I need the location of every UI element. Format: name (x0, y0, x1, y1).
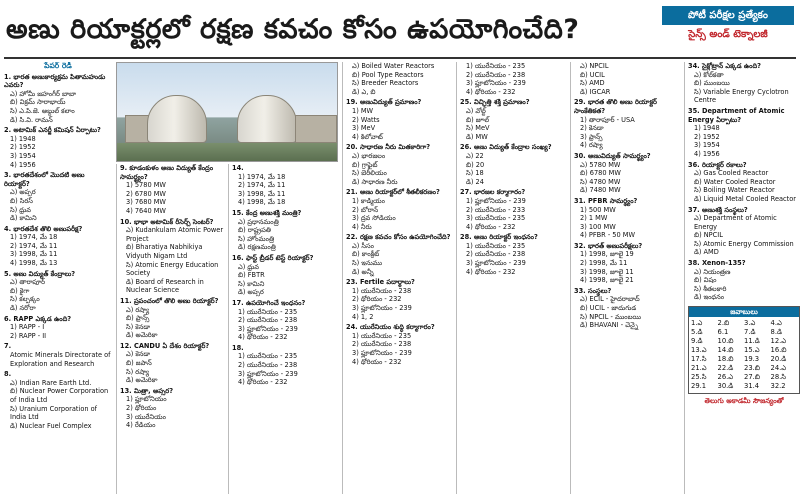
answer-option: 4) 1998, మే 18 (238, 198, 286, 207)
answer-option: బి) Bharatiya Nabhikiya Vidyuth Nigam Ltd (126, 243, 203, 260)
question-text: 3. భారతదేశంలో మొదటి అణు రియాక్టర్? (4, 171, 85, 188)
answer-option: 4) 7640 MW (126, 206, 166, 215)
answer-key-item: 29.1 (691, 382, 707, 391)
answer-option: బి) విషం (694, 276, 717, 285)
answer-option: 2) 1998, మే 11 (580, 259, 628, 268)
answer-option: డి) సి.వి. రామన్ (10, 115, 53, 124)
answer-key-item: 24.ఎ (770, 364, 787, 373)
answer-option: 3) ఫ్రాన్స్ (580, 132, 603, 141)
answer-option: సి) Atomic Energy Education Society (126, 260, 219, 278)
answer-option: సి) ఇనుము (352, 259, 383, 268)
question-text: 18. (232, 343, 244, 352)
answer-option: 2) థోరియం (126, 404, 157, 413)
answer-option: డి) కామిని (10, 214, 37, 223)
answer-key-item: 15.ఎ (744, 346, 760, 355)
answer-key-item: 25.సి (691, 373, 707, 382)
answer-option: సి) కామిని (238, 279, 265, 288)
answer-key-item: 10.బి (717, 337, 734, 346)
answer-option: 4) థోరియం - 232 (238, 378, 288, 387)
answer-option: 2) యురేనియం - 238 (466, 250, 526, 259)
answer-option: 4) థోరియం - 232 (352, 357, 402, 366)
answer-option: బి) Water Cooled Reactor (694, 177, 776, 186)
question-item (460, 188, 570, 231)
answer-option: 4) థోరియం - 232 (466, 87, 516, 96)
answer-option: డి) అప్సర (238, 288, 264, 297)
question-item (574, 242, 684, 285)
question-text: 30. అణువిద్యుత్ సామర్థ్యం? (574, 151, 651, 160)
question-text: 27. భారజల కర్మాగారం? (460, 188, 526, 197)
answer-option: బి) NPCIL (694, 231, 723, 240)
question-item (232, 254, 340, 297)
question-text: 37. అణుశక్తి సంస్థలు? (688, 205, 748, 214)
question-item (574, 98, 684, 150)
answer-option: ఎ) ECIL - హైదరాబాద్ (580, 295, 640, 304)
answer-option: సి) రష్యా (126, 367, 150, 376)
question-text: 19. అణువిద్యుత్ ప్రమాణం? (346, 98, 422, 107)
question-item (460, 143, 570, 186)
answer-key-item: 22.డి (717, 364, 734, 373)
answer-option: ఎ) Kudankulam Atomic Power Project (126, 226, 224, 243)
answer-option: 2) RAPP - II (10, 331, 47, 340)
answer-option: ఎ) Department of Atomic Energy (694, 214, 777, 231)
answer-option: 2) యురేనియం - 238 (238, 361, 298, 370)
answer-option: సి) 4780 MW (580, 177, 621, 186)
question-text: 28. అణు రియాక్టర్ ఇంధనం? (460, 233, 538, 242)
question-text: 23. Fertile పదార్థాలు? (346, 278, 415, 287)
answer-key-item: 5.డి (691, 328, 703, 337)
answer-option: డి) ఎ, బి (352, 87, 376, 96)
answer-option: బి) జూల్ (466, 115, 490, 124)
answer-option: సి) ఎ.పి.జె. అబ్దుల్ కలాం (10, 106, 75, 115)
answer-option: 3) 100 MW (580, 222, 616, 231)
answer-option: 4) నీరు (352, 222, 372, 231)
answer-option: బి) Nuclear Power Corporation of India Ltd (10, 387, 109, 404)
answer-option: ఎ) నియంత్రణ (694, 267, 731, 276)
question-text: 20. సాధారణ నీరు మితకారిగా? (346, 143, 431, 152)
answer-option: సి) 18 (466, 169, 484, 178)
question-text: 32. భారత్ అణుపరీక్షలు? (574, 241, 643, 250)
answer-key-item: 9.డి (691, 337, 703, 346)
answer-key-item: 23.బి (744, 364, 761, 373)
answer-option: 1) యురేనియం - 235 (466, 62, 526, 70)
question-text: 22. రక్షణ కవచం కోసం ఉపయోగించేది? (346, 233, 451, 242)
answer-option: డి) IGCAR (580, 87, 611, 96)
answer-option: డి) BHAVANI - చెన్నై (580, 321, 639, 330)
answer-option: సి) Breeder Reactors (352, 79, 419, 88)
answer-option: సి) కెనడా (126, 322, 151, 331)
column-4 (342, 62, 456, 494)
question-text: 36. రియాక్టర్ రకాలు? (688, 160, 747, 169)
answer-option: 1) 500 MW (580, 205, 616, 214)
column-2 (116, 164, 228, 494)
answer-option: ఎ) భారజలం (352, 151, 386, 160)
section-subtag: సైన్స్ అండ్ టెక్నాలజీ (688, 29, 768, 40)
answer-option: ఎ) అప్సర (10, 188, 36, 197)
answer-option: డి) అమెరికా (126, 376, 158, 385)
answer-option: 4) రేడియం (126, 421, 156, 430)
answer-option: డి) అమెరికా (126, 331, 158, 340)
question-text: 13. మిత్రా, అప్సర? (120, 386, 174, 395)
question-text: 14. (232, 164, 244, 172)
answer-option: 3) ఫ్లూటోనియం - 239 (352, 304, 412, 313)
answer-option: డి) AMD (694, 248, 719, 257)
answer-option: 4) 1998, మే 13 (10, 259, 58, 268)
answer-option: 1) యురేనియం - 235 (238, 352, 298, 361)
answer-key-item: 3.ఎ (744, 319, 756, 328)
answer-option: 4) 1956 (694, 149, 720, 158)
answer-option: డి) 24 (466, 177, 484, 186)
answer-option: 3) ఫ్లూటోనియం - 239 (352, 349, 412, 357)
answer-key-item: 6.1 (717, 328, 729, 337)
answer-option: 3) 1954 (694, 141, 720, 150)
answer-option: ఎ) రష్యా (126, 305, 150, 314)
answer-option: బి) రాష్ట్రపతి (238, 226, 271, 235)
answer-option: డి) MW (466, 132, 488, 141)
answer-key-item: 18.బి (717, 355, 734, 364)
question-text: 1. భారత అణుకార్యక్రమ పితామహుడు ఎవరు? (4, 72, 106, 90)
answer-option: 2) 1974, మే 11 (10, 241, 58, 250)
answer-option: సి) Boiling Water Reactor (694, 186, 775, 195)
question-text: 9. కూడంకుళం అణు విద్యుత్ కేంద్రం సామర్థ్యం? (120, 164, 214, 181)
answer-option: ఎ) కోల్‌కతా (694, 70, 724, 79)
answer-option: బి) విక్రమ్ సారాభాయ్ (10, 98, 66, 107)
answer-option: బి) కాంక్రీట్ (352, 250, 380, 259)
answer-option: 2) బోరాన్ (352, 205, 379, 214)
answer-option: సి) Variable Energy Cyclotron Centre (694, 87, 789, 105)
answer-key-item: 11.డి (744, 337, 760, 346)
answer-option: సి) AMD (580, 79, 605, 88)
question-item (232, 164, 340, 207)
question-text: 25. విచ్ఛిత్తి శక్తి ప్రమాణం? (460, 98, 530, 107)
answer-option: 2) 1 MW (580, 214, 608, 223)
answer-option: బి) సిరస్ (10, 196, 33, 205)
answer-option: 3) 1998, మే 11 (10, 250, 58, 259)
answer-option: డి) సాధారణ నీరు (352, 177, 398, 186)
answer-option: 1) 1998, జూలై 19 (580, 250, 634, 259)
answer-option: ఎ) తారాపూర్ (10, 278, 46, 287)
question-text: 38. Xenon-135? (688, 259, 746, 268)
question-text: 5. అణు విద్యుత్ కేంద్రాలు? (4, 269, 76, 278)
answer-option: 3) MeV (352, 124, 376, 133)
answer-option: 2) 1952 (694, 132, 720, 141)
answer-option: ఎ) NPCIL (580, 62, 609, 70)
answer-option: బి) 20 (466, 160, 485, 169)
answer-option: డి) రక్షణమంత్రి (238, 243, 276, 252)
question-text: 16. ఫాస్ట్ బ్రీడర్ టెస్ట్ రియాక్టర్? (232, 253, 314, 262)
question-item (460, 233, 570, 276)
question-item (120, 342, 228, 385)
answer-option: సి) NPCIL - ముంబయి (580, 312, 642, 321)
answer-key-item: 4.ఎ (770, 319, 782, 328)
answer-key-item: 28.సి (770, 373, 787, 382)
question-item (4, 171, 112, 223)
answer-option: 3) 1954 (10, 151, 36, 160)
answer-option: ఎ) Gas Cooled Reactor (694, 169, 769, 178)
question-item (346, 278, 456, 321)
question-item (4, 225, 112, 268)
question-text: 8. (4, 370, 12, 379)
question-item (4, 270, 112, 313)
answer-key-item: 30.డి (717, 382, 734, 391)
question-item (120, 218, 228, 295)
question-text: 31. PFBR సామర్థ్యం? (574, 196, 638, 205)
answer-option: సి) శీతలకారి (694, 284, 727, 293)
answer-option: 3) యురేనియం - 235 (466, 214, 526, 223)
answer-option: ఎ) Indian Rare Earth Ltd. (10, 378, 92, 387)
question-item (346, 143, 456, 186)
answer-option: సి) కల్పక్కం (10, 295, 40, 304)
answer-option: 2) 1974, మే 11 (238, 181, 286, 190)
answer-option: 4) థోరియం - 232 (238, 333, 288, 342)
question-text: 17. ఉపయోగించే ఇంధనం? (232, 298, 306, 307)
answer-option: 3) 1998, జూలై 11 (580, 267, 634, 276)
answer-option: 1) తారాపూర్ - USA (580, 115, 635, 124)
question-text: 21. అణు రియాక్టర్‌లో శీతలీకరణం? (346, 188, 440, 197)
answer-option: 3) ఫ్లూటోనియం - 239 (238, 324, 298, 333)
answer-option: 1) 1948 (694, 124, 720, 133)
answer-option: 1) RAPP - I (10, 323, 45, 332)
question-item (574, 152, 684, 195)
answer-option: 3) ఫ్లూటోనియం - 239 (466, 79, 526, 88)
answer-option: డి) Liquid Metal Cooled Reactor (694, 194, 797, 203)
column-6 (570, 62, 684, 494)
question-item (688, 107, 800, 159)
answer-key-item: 8.డి (770, 328, 783, 337)
answer-option: 1) యురేనియం - 235 (352, 331, 412, 340)
answer-option: సి) ధ్రువ (10, 205, 31, 214)
question-item (4, 342, 112, 368)
question-text: 29. భారత తొలి అణు రియాక్టర్ సాంకేతికత? (574, 98, 657, 115)
answer-key-item: 17.సి (691, 355, 707, 364)
answer-option: 3) 1998, మే 11 (238, 189, 286, 198)
answer-option: 1) 1948 (10, 134, 36, 143)
answer-option: 1) యురేనియం - 235 (466, 241, 526, 250)
question-item (574, 62, 684, 96)
question-item (346, 188, 456, 231)
question-item (574, 287, 684, 330)
answer-option: 1) యురేనియం - 238 (352, 286, 412, 295)
question-text: 7. (4, 342, 12, 351)
section-tag: పోటీ పరీక్షల ప్రత్యేకం (662, 6, 794, 25)
answer-option: డి) నరోరా (10, 304, 36, 313)
answer-option: బి) కైగా (10, 286, 30, 295)
answer-option: 2) యురేనియం - 233 (466, 205, 526, 214)
answer-option: బి) జపాన్ (126, 359, 152, 368)
answer-option: 2) యురేనియం - 238 (238, 316, 298, 325)
question-item (4, 126, 112, 169)
answer-option: 4) 1998, జూలై 21 (580, 276, 634, 285)
answer-key-item: 27.బి (744, 373, 761, 382)
question-item (688, 62, 800, 105)
answer-key-title: జవాబులు (689, 307, 799, 317)
credit-footer: తెలుగు అకాడమీ సౌజన్యంతో (704, 397, 784, 406)
answer-option: సి) Atomic Energy Commission (694, 239, 794, 248)
answer-key-item: 12.ఎ (770, 337, 787, 346)
question-item (688, 161, 800, 204)
answer-option: బి) UCIL - జాదుగుడ (580, 304, 637, 313)
question-text: 34. సైక్లోట్రాన్ ఎక్కడ ఉంది? (688, 62, 761, 70)
answer-key-item: 13.ఎ (691, 346, 707, 355)
answer-option: 1) MW (352, 106, 374, 115)
answer-option: డి) Board of Research in Nuclear Science (126, 277, 204, 295)
answer-option: సి) బెరీలియం (352, 169, 387, 178)
answer-option: ఎ) Boiled Water Reactors (352, 62, 435, 70)
question-item (346, 323, 456, 366)
question-item (232, 344, 340, 387)
answer-option: 1) 1974, మే 18 (238, 172, 286, 181)
column-title: పేపర్ రెడీ (44, 62, 72, 70)
answer-option: 1) ఫ్లూటోనియం - 239 (466, 196, 526, 205)
answer-key-item: 21.ఎ (691, 364, 707, 373)
answer-option: ఎ) ధ్రువ (238, 262, 259, 271)
column-7 (684, 62, 800, 494)
answer-option: బి) Pool Type Reactors (352, 70, 424, 79)
column-3 (228, 164, 340, 494)
answer-option: 1) 5780 MW (126, 181, 166, 190)
answer-option: 3) ద్రవ సోడియం (352, 214, 396, 223)
column-5 (456, 62, 570, 494)
answer-option: Atomic Minerals Directorate of Exploration and Research (10, 351, 111, 368)
answer-option: 4) కిలోవాట్ (352, 132, 383, 141)
answer-option: 2) 1952 (10, 143, 36, 152)
answer-option: ఎ) వోల్ట్ (466, 106, 486, 115)
answer-key-box (688, 306, 800, 394)
answer-option: 4) రష్యా (580, 141, 603, 150)
answer-key-item: 14.బి (717, 346, 734, 355)
question-item (4, 370, 112, 430)
question-text: 24. యురేనియం శుద్ధి కర్మాగారం? (346, 323, 435, 332)
question-item (346, 98, 456, 141)
question-item (232, 209, 340, 252)
answer-option: 3) ఫ్లూటోనియం - 239 (238, 369, 298, 378)
question-item (688, 206, 800, 258)
answer-key-item: 26.ఎ (717, 373, 734, 382)
page-headline: అణు రియాక్టర్లలో రక్షణ కవచం కోసం ఉపయోగించేది? (6, 14, 580, 45)
question-item (574, 197, 684, 240)
question-text: 12. CANDU ఏ దేశం రియాక్టర్? (120, 341, 210, 350)
answer-option: 3) 7680 MW (126, 198, 166, 207)
question-text: 26. అణు విద్యుత్ కేంద్రాల సంఖ్య? (460, 143, 552, 152)
answer-key-item: 31.4 (744, 382, 760, 391)
nuclear-plant-photo (116, 62, 338, 162)
answer-key-item: 7.డి (744, 328, 756, 337)
question-item (120, 387, 228, 430)
headline-rule (4, 57, 796, 59)
answer-option: 2) థోరియం - 232 (352, 295, 402, 304)
answer-option: బి) ముంబయి (694, 79, 730, 88)
question-text: 33. సంస్థలు? (574, 286, 612, 295)
answer-key-item: 19.3 (744, 355, 760, 364)
question-item (4, 73, 112, 125)
question-item (460, 62, 570, 96)
answer-key-item: 2.బి (717, 319, 730, 328)
answer-option: ఎ) ప్రధానమంత్రి (238, 217, 279, 226)
answer-option: 3) యురేనియం (126, 412, 166, 421)
answer-option: బి) 6780 MW (580, 169, 621, 178)
question-item (460, 98, 570, 141)
answer-option: 2) 6780 MW (126, 189, 166, 198)
answer-key-item: 20.డి (770, 355, 787, 364)
answer-key-item: 16.బి (770, 346, 787, 355)
question-item (120, 164, 228, 216)
question-item (232, 299, 340, 342)
answer-option: బి) FBTR (238, 271, 265, 280)
answer-option: డి) ఇంధనం (694, 293, 725, 302)
answer-option: ఎ) 22 (466, 151, 484, 160)
answer-option: ఎ) సీసం (352, 241, 374, 250)
question-text: 6. RAPP ఎక్కడ ఉంది? (4, 314, 72, 323)
question-item (688, 259, 800, 302)
answer-option: బి) ఫ్రాన్స్ (126, 314, 150, 323)
question-item (346, 233, 456, 276)
answer-option: సి) MeV (466, 124, 490, 133)
answer-option: 4) 1, 2 (352, 312, 374, 321)
answer-option: డి) అన్నీ (352, 267, 374, 276)
question-text: 15. కేంద్ర అణుశక్తి మంత్రి? (232, 208, 302, 217)
answer-option: 1) యురేనియం - 235 (238, 307, 298, 316)
answer-option: ఎ) కెనడా (126, 350, 151, 359)
answer-option: 3) ఫ్లూటోనియం - 239 (466, 259, 526, 268)
question-item (346, 62, 456, 96)
answer-option: 1) కాడ్మియం (352, 196, 385, 205)
answer-option: 2) యురేనియం - 238 (352, 340, 412, 349)
answer-option: 4) PFBR - 50 MW (580, 231, 636, 240)
answer-option: 1) ఫ్లూటోనియం (126, 395, 167, 404)
answer-option: 4) థోరియం - 232 (466, 267, 516, 276)
answer-option: 2) Watts (352, 115, 380, 124)
question-text: 4. భారతదేశ తొలి అణుపరీక్ష? (4, 224, 83, 233)
question-text: 10. భాభా అటామిక్ రీసెర్చ్ సెంటర్? (120, 217, 214, 226)
answer-option: ఎ) హోమీ జహంగీర్ బాబా (10, 89, 77, 98)
answer-option: ఎ) 5780 MW (580, 160, 621, 169)
answer-key-item: 1.ఎ (691, 319, 703, 328)
question-item (120, 297, 228, 340)
answer-option: సి) Uranium Corporation of India Ltd (10, 404, 97, 422)
question-text: 11. ప్రపంచంలో తొలి అణు రియాక్టర్? (120, 296, 219, 305)
answer-option: 2) కెనడా (580, 124, 604, 133)
answer-option: డి) Nuclear Fuel Complex (10, 421, 92, 430)
answer-option: 4) థోరియం - 232 (466, 222, 516, 231)
answer-option: బి) గ్రాఫైట్ (352, 160, 378, 169)
column-1 (4, 62, 112, 494)
answer-option: 2) యురేనియం - 238 (466, 70, 526, 79)
answer-option: డి) 7480 MW (580, 186, 621, 195)
answer-key-item: 32.2 (770, 382, 786, 391)
answer-option: 4) 1956 (10, 160, 36, 169)
answer-option: 1) 1974, మే 18 (10, 233, 58, 242)
question-item (4, 315, 112, 341)
answer-option: సి) హోంమంత్రి (238, 234, 275, 243)
question-text: 2. అటామిక్ ఎనర్జీ కమిషన్ ఏర్పాటు? (4, 126, 101, 135)
question-text: 35. Department of Atomic Energy ఏర్పాటు? (688, 106, 785, 124)
answer-option: బి) UCIL (580, 70, 605, 79)
